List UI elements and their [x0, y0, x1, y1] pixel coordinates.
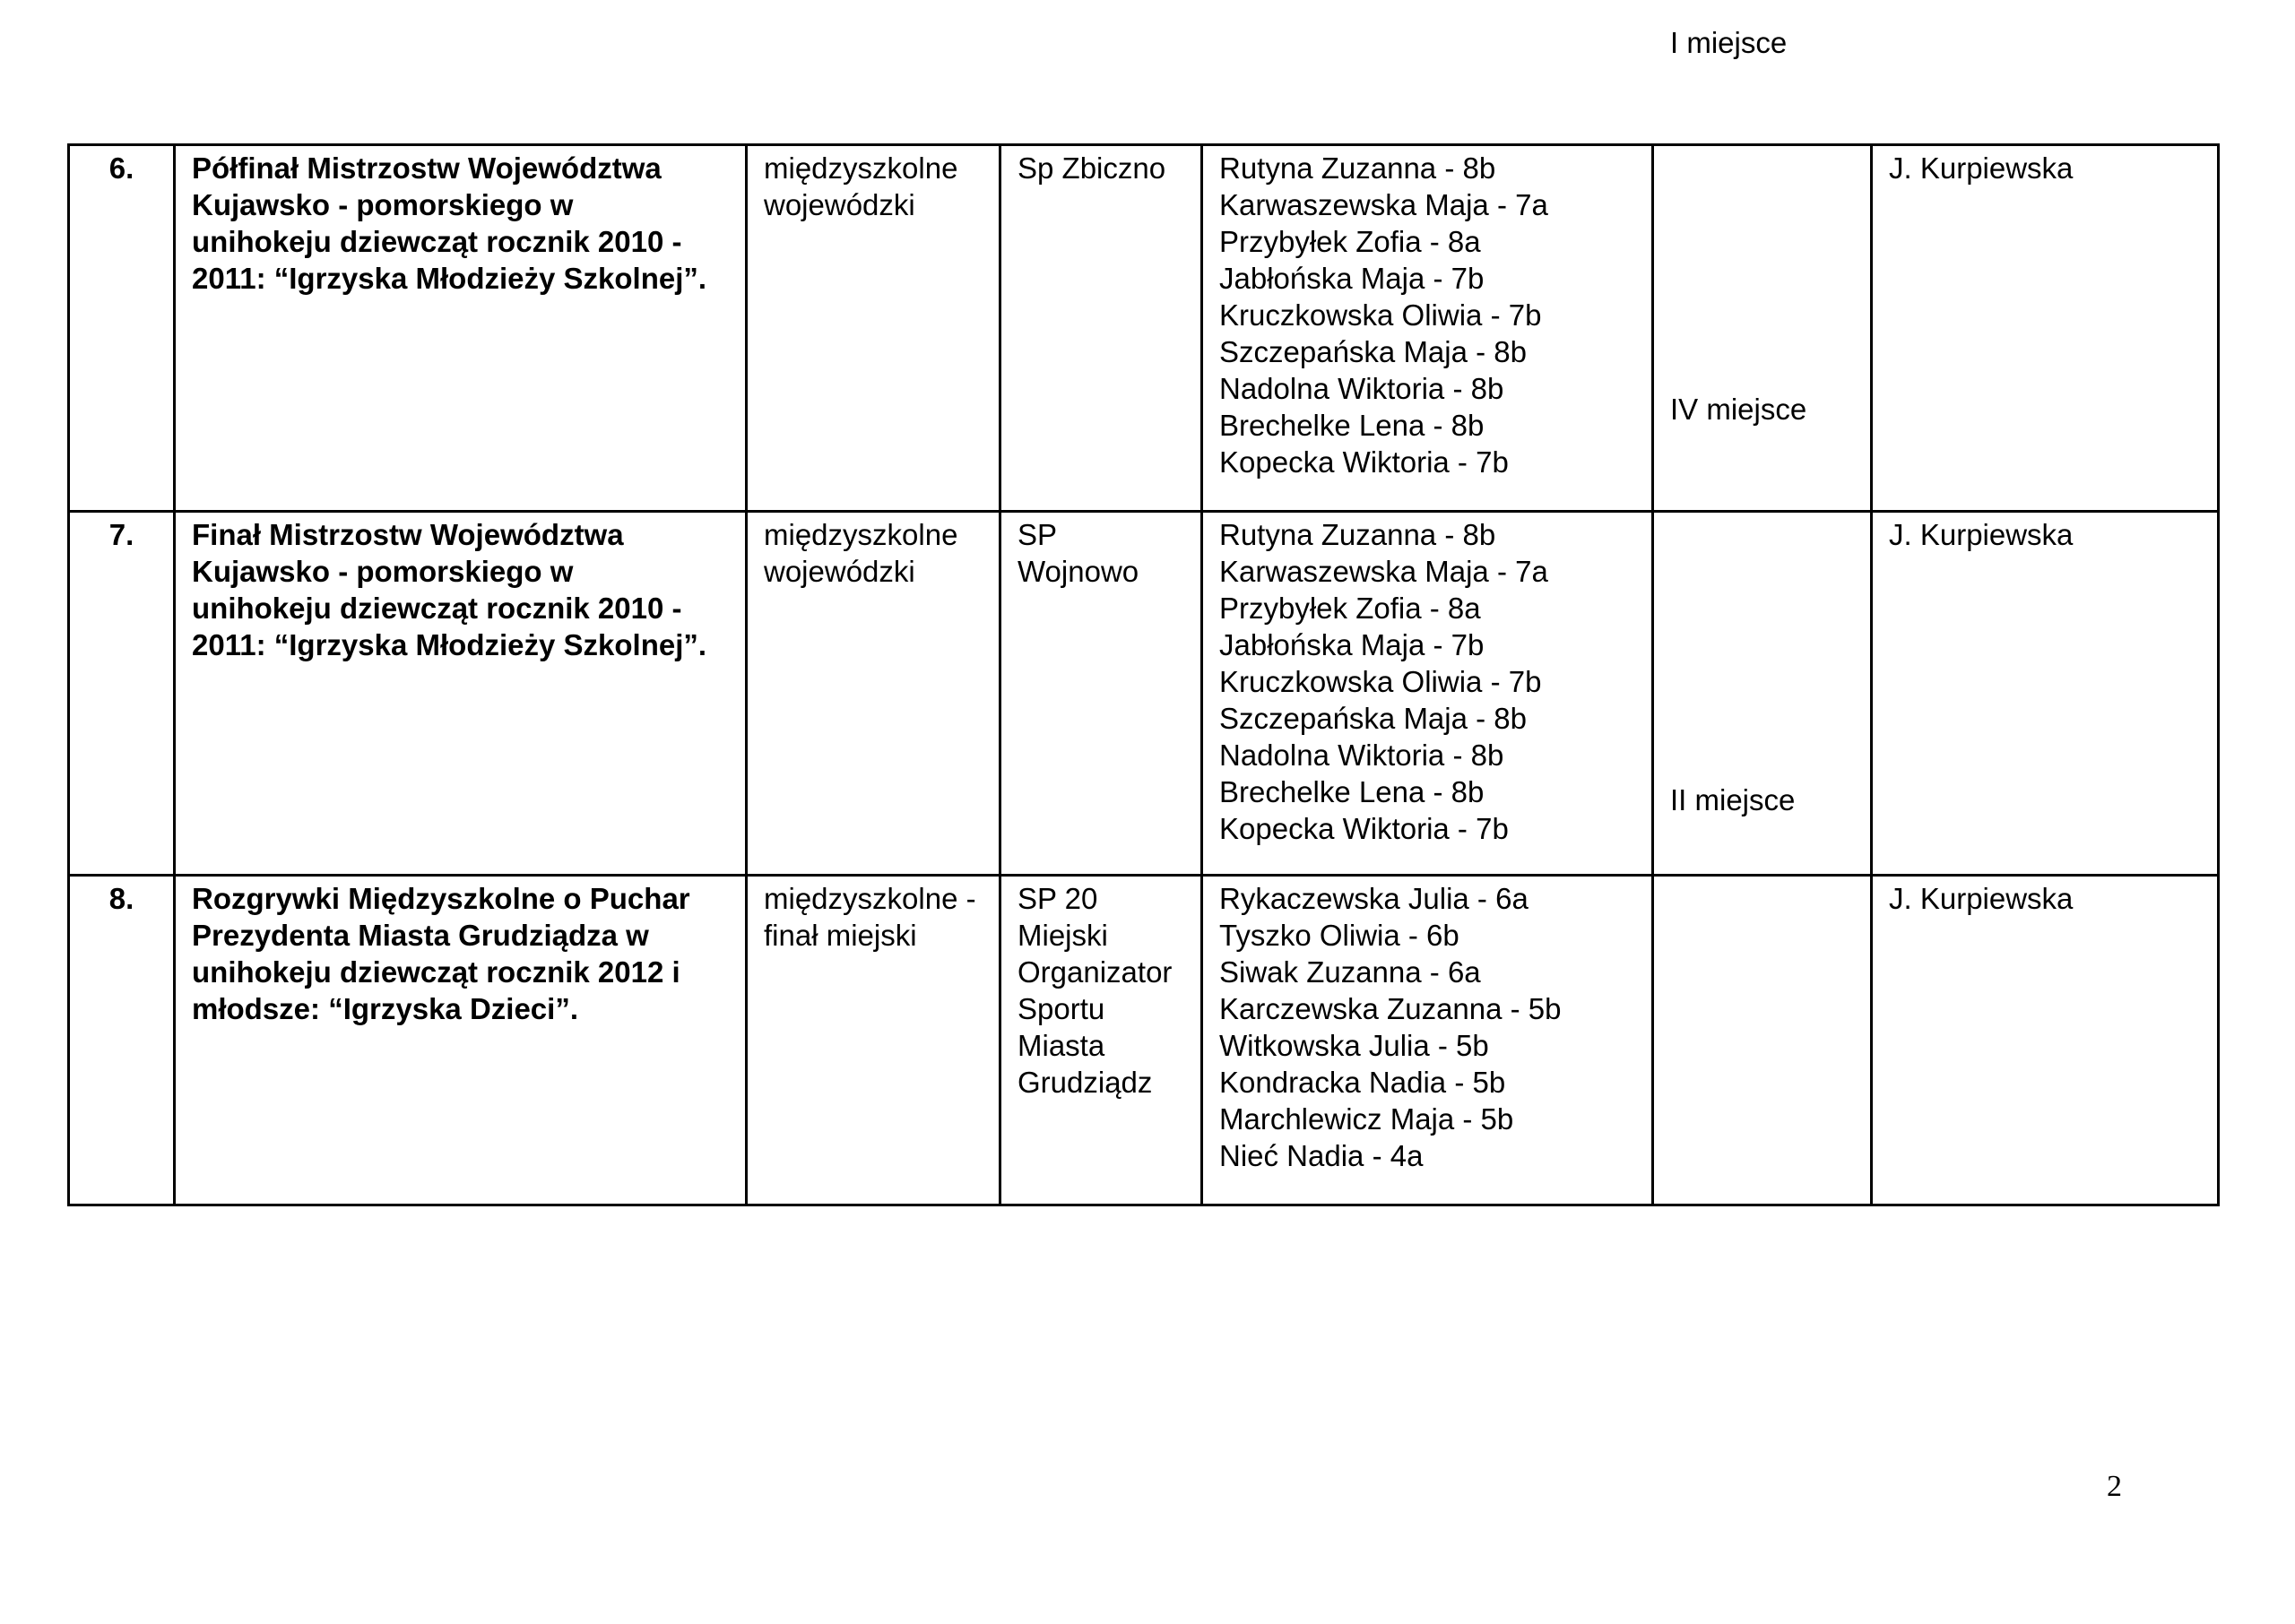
location-line: Organizator	[1018, 955, 1173, 989]
event-line: unihokeju dziewcząt rocznik 2010 -	[192, 225, 682, 258]
student-name: Witkowska Julia - 5b	[1219, 1029, 1489, 1062]
student-name: Przybyłek Zofia - 8a	[1219, 225, 1481, 258]
row-number: 7.	[69, 512, 175, 876]
student-name: Kruczkowska Oliwia - 7b	[1219, 298, 1542, 332]
level-line: międzyszkolne	[764, 151, 958, 185]
student-name: Brechelke Lena - 8b	[1219, 775, 1485, 808]
event-line: 2011: “Igrzyska Młodzieży Szkolnej”.	[192, 262, 707, 295]
row-number: 6.	[69, 145, 175, 512]
event-name	[175, 145, 747, 512]
result-place	[1653, 393, 1872, 876]
location-line: SP 20	[1018, 882, 1098, 915]
level-line: międzyszkolne	[764, 518, 958, 551]
event-name	[175, 512, 747, 876]
student-name: Kondracka Nadia - 5b	[1219, 1066, 1506, 1099]
students-list	[1202, 512, 1653, 876]
student-name: Karczewska Zuzanna - 5b	[1219, 992, 1562, 1025]
result-place	[1653, 783, 1872, 1205]
student-name: Siwak Zuzanna - 6a	[1219, 955, 1481, 989]
competition-location	[1000, 876, 1202, 1205]
student-name: Marchlewicz Maja - 5b	[1219, 1102, 1514, 1136]
teacher-name: J. Kurpiewska	[1872, 512, 2219, 876]
location-line: Miasta	[1018, 1029, 1105, 1062]
competition-location	[1000, 512, 1202, 876]
student-name: Szczepańska Maja - 8b	[1219, 702, 1528, 735]
student-name: Karwaszewska Maja - 7a	[1219, 555, 1548, 588]
student-name: Kopecka Wiktoria - 7b	[1219, 445, 1509, 479]
page-number: 2	[2107, 1470, 2122, 1503]
student-name: Nadolna Wiktoria - 8b	[1219, 739, 1504, 772]
student-name: Kopecka Wiktoria - 7b	[1219, 812, 1509, 845]
student-name: Przybyłek Zofia - 8a	[1219, 592, 1481, 625]
table-body	[69, 26, 2219, 1205]
event-line: 2011: “Igrzyska Młodzieży Szkolnej”.	[192, 628, 707, 661]
competition-level	[747, 145, 1000, 512]
location-line: Miejski	[1018, 919, 1108, 952]
student-name: Brechelke Lena - 8b	[1219, 409, 1485, 442]
student-name: Jabłońska Maja - 7b	[1219, 628, 1485, 661]
competition-level	[747, 876, 1000, 1205]
results-table	[67, 26, 2220, 1206]
row-number: 8.	[69, 876, 175, 1205]
student-name: Rutyna Zuzanna - 8b	[1219, 518, 1496, 551]
location-line: Sp Zbiczno	[1018, 151, 1166, 185]
event-line: Rozgrywki Międzyszkolne o Puchar	[192, 882, 690, 915]
student-name: Rykaczewska Julia - 6a	[1219, 882, 1529, 915]
students-list	[1202, 876, 1653, 1205]
event-line: unihokeju dziewcząt rocznik 2012 i	[192, 955, 680, 989]
student-name: Karwaszewska Maja - 7a	[1219, 188, 1548, 221]
level-line: finał miejski	[764, 919, 917, 952]
student-name: Nieć Nadia - 4a	[1219, 1139, 1424, 1172]
level-line: wojewódzki	[764, 188, 915, 221]
students-list	[1202, 145, 1653, 512]
event-line: Finał Mistrzostw Województwa	[192, 518, 624, 551]
table-row	[69, 512, 2219, 876]
place-label: II miejsce	[1670, 783, 1796, 816]
place-label: I miejsce	[1670, 26, 1788, 59]
table-row	[69, 145, 2219, 512]
student-name: Nadolna Wiktoria - 8b	[1219, 372, 1504, 405]
result-place	[1653, 26, 1872, 512]
location-line: Wojnowo	[1018, 555, 1139, 588]
event-line: Kujawsko - pomorskiego w	[192, 188, 574, 221]
location-line: Grudziądz	[1018, 1066, 1153, 1099]
student-name: Tyszko Oliwia - 6b	[1219, 919, 1459, 952]
event-line: młodsze: “Igrzyska Dzieci”.	[192, 992, 578, 1025]
event-line: Kujawsko - pomorskiego w	[192, 555, 574, 588]
event-line: unihokeju dziewcząt rocznik 2010 -	[192, 592, 682, 625]
student-name: Kruczkowska Oliwia - 7b	[1219, 665, 1542, 698]
competition-location	[1000, 145, 1202, 512]
level-line: wojewódzki	[764, 555, 915, 588]
location-line: SP	[1018, 518, 1058, 551]
competition-level	[747, 512, 1000, 876]
event-line: Półfinał Mistrzostw Województwa	[192, 151, 662, 185]
level-line: międzyszkolne -	[764, 882, 976, 915]
student-name: Rutyna Zuzanna - 8b	[1219, 151, 1496, 185]
student-name: Jabłońska Maja - 7b	[1219, 262, 1485, 295]
student-name: Szczepańska Maja - 8b	[1219, 335, 1528, 368]
event-line: Prezydenta Miasta Grudziądza w	[192, 919, 649, 952]
teacher-name: J. Kurpiewska	[1872, 145, 2219, 512]
table-row	[69, 876, 2219, 1205]
location-line: Sportu	[1018, 992, 1105, 1025]
event-name	[175, 876, 747, 1205]
teacher-name: J. Kurpiewska	[1872, 876, 2219, 1205]
place-label: IV miejsce	[1670, 393, 1807, 426]
